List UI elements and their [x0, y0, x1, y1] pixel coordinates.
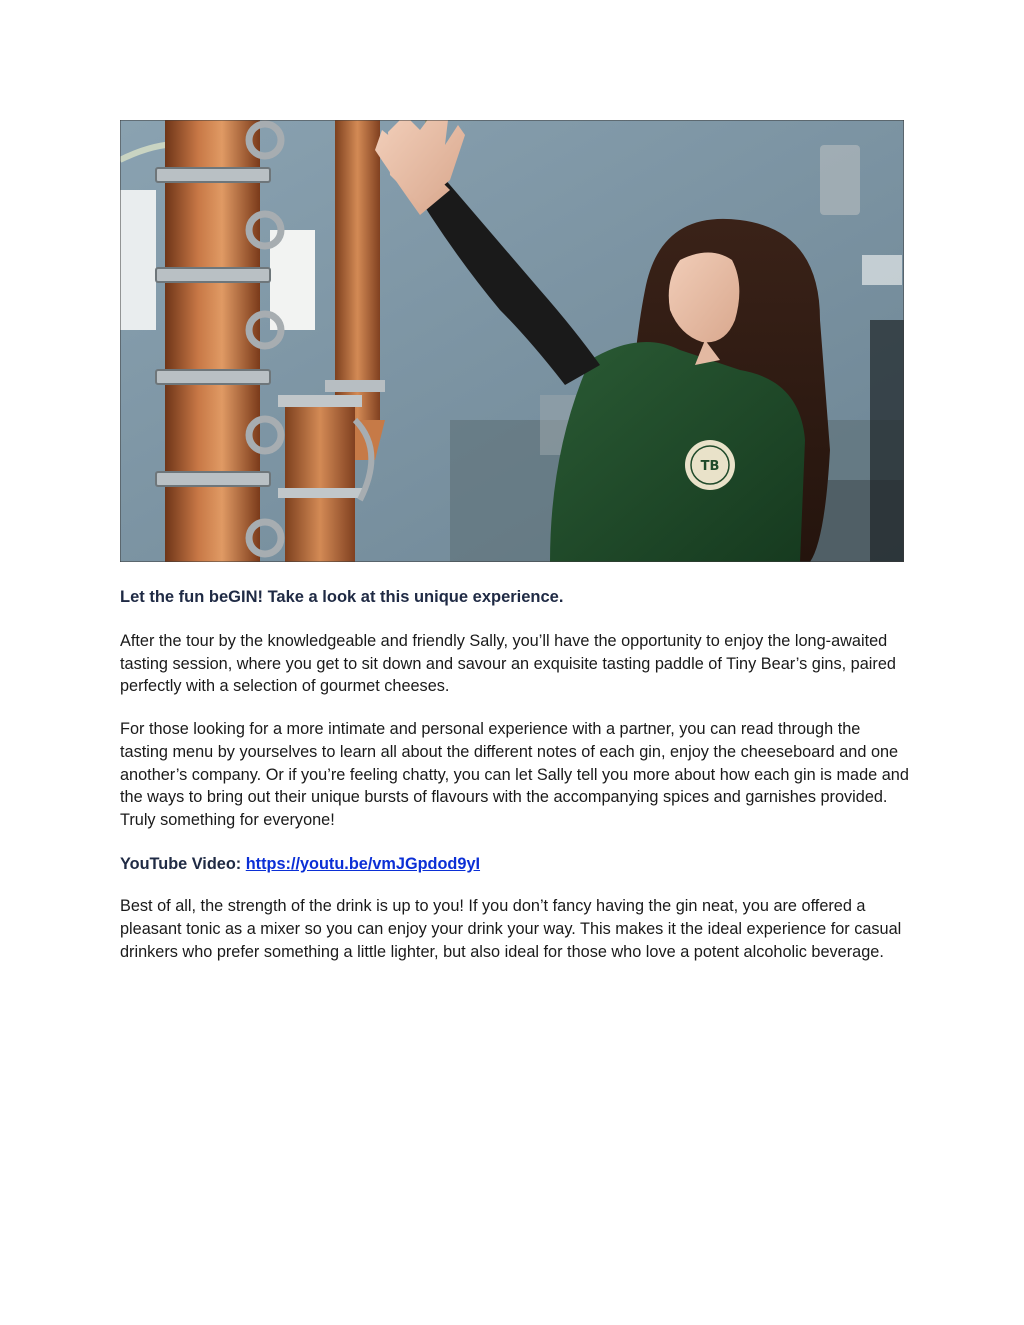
paragraph-intimate-experience: For those looking for a more intimate and personal experience with a partner, you can read through the tasting menu by yourselves to learn all about the different notes of each gin, enjoy the cheeseboard and one another’s company. Or if you’re feeling chatty, you can let Sally tell you more about how each gin is made and the ways to bring out their unique bursts of flavours with the accompanying spices and garnishes provided. Truly something for everyone!	[120, 720, 909, 829]
youtube-line	[120, 853, 910, 876]
paragraph-tasting-session: After the tour by the knowledgeable and friendly Sally, you’ll have the opportunity to enjoy the long-awaited tasting session, where you get to sit down and savour an exquisite tasting paddle of Tiny Bear’s gins, paired perfectly with a selection of gourmet cheeses.	[120, 632, 896, 696]
tiny-bear-logo	[685, 440, 735, 490]
article-heading: Let the fun beGIN! Take a look at this unique experience.	[120, 588, 564, 606]
article-body	[120, 584, 910, 963]
copper-vessel	[285, 400, 355, 562]
youtube-link[interactable]: https://youtu.be/vmJGpdod9yI	[245, 854, 481, 873]
distillery-photo	[120, 120, 904, 562]
copper-column	[165, 120, 260, 562]
copper-pipe	[335, 120, 380, 420]
youtube-label: YouTube Video:	[120, 854, 246, 873]
svg-text:TB: TB	[700, 459, 720, 474]
paragraph-drink-strength: Best of all, the strength of the drink is up to you! If you don’t fancy having the gin neat, you are offered a pleasant tonic as a mixer so you can enjoy your drink your way. This makes it the ideal experience for casual drinkers who prefer something a little lighter, but also ideal for those who love a potent alcoholic beverage.	[120, 897, 902, 961]
